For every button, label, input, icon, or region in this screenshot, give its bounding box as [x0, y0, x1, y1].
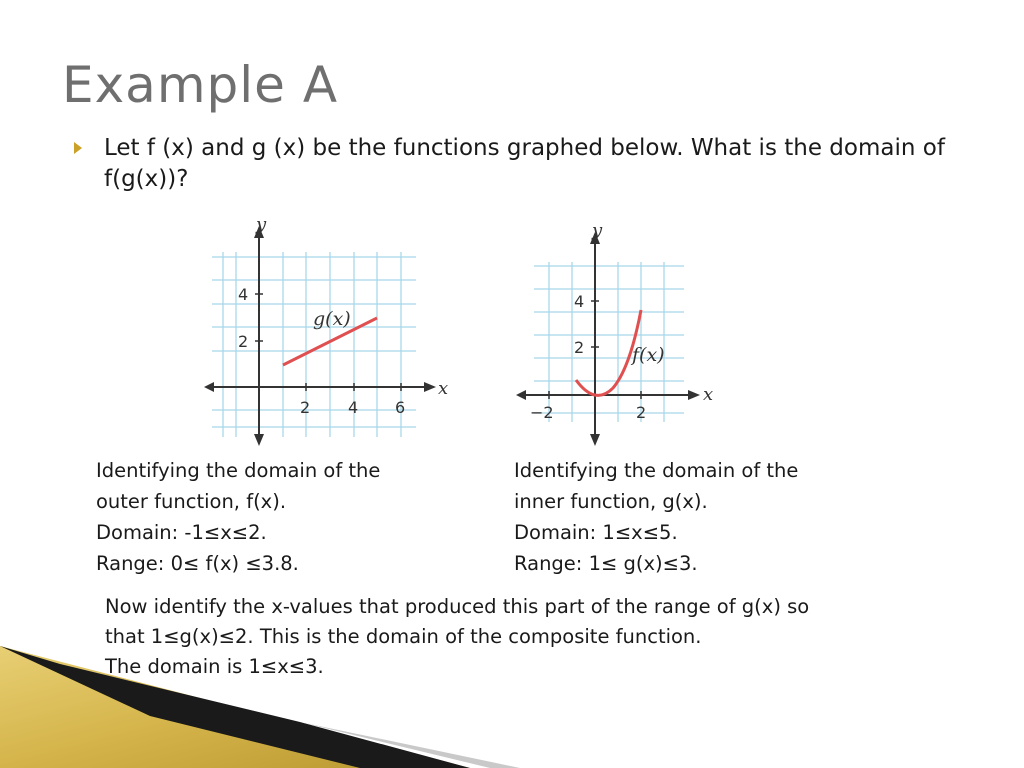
- y-tick-label: 2: [238, 332, 249, 351]
- curve-label: g(x): [313, 308, 351, 330]
- y-axis-label: y: [592, 220, 603, 241]
- note-line: Range: 0≤ f(x) ≤3.8.: [96, 552, 299, 575]
- note-line: Identifying the domain of the: [96, 459, 381, 482]
- x-tick-label: 2: [300, 398, 311, 417]
- note-line: Domain: -1≤x≤2.: [96, 521, 267, 544]
- page-title: Example A: [62, 56, 339, 114]
- x-axis-label: x: [438, 378, 449, 399]
- x-tick-label: 2: [636, 403, 647, 422]
- note-line: Identifying the domain of the: [514, 459, 799, 482]
- y-tick-label: 4: [574, 292, 585, 311]
- x-tick-label: 4: [348, 398, 359, 417]
- conclusion-line: that 1≤g(x)≤2. This is the domain of the composite function.: [105, 625, 702, 648]
- y-tick-label: 4: [238, 285, 249, 304]
- conclusion-line: Now identify the x-values that produced this part of the range of g(x) so: [105, 595, 810, 618]
- x-tick-label: −2: [530, 403, 554, 422]
- note-line: Domain: 1≤x≤5.: [514, 521, 678, 544]
- conclusion-line: The domain is 1≤x≤3.: [105, 655, 324, 678]
- curve-label: f(x): [632, 344, 665, 366]
- note-line: Range: 1≤ g(x)≤3.: [514, 552, 698, 575]
- y-tick-label: 2: [574, 338, 585, 357]
- x-tick-label: 6: [395, 398, 406, 417]
- y-axis-label: y: [256, 214, 267, 235]
- note-line: inner function, g(x).: [514, 490, 708, 513]
- question-text: Let f (x) and g (x) be the functions graphed below. What is the domain of f(g(x))?: [104, 135, 945, 192]
- conclusion-text: [105, 592, 809, 682]
- x-axis-label: x: [703, 384, 714, 405]
- note-line: outer function, f(x).: [96, 490, 287, 513]
